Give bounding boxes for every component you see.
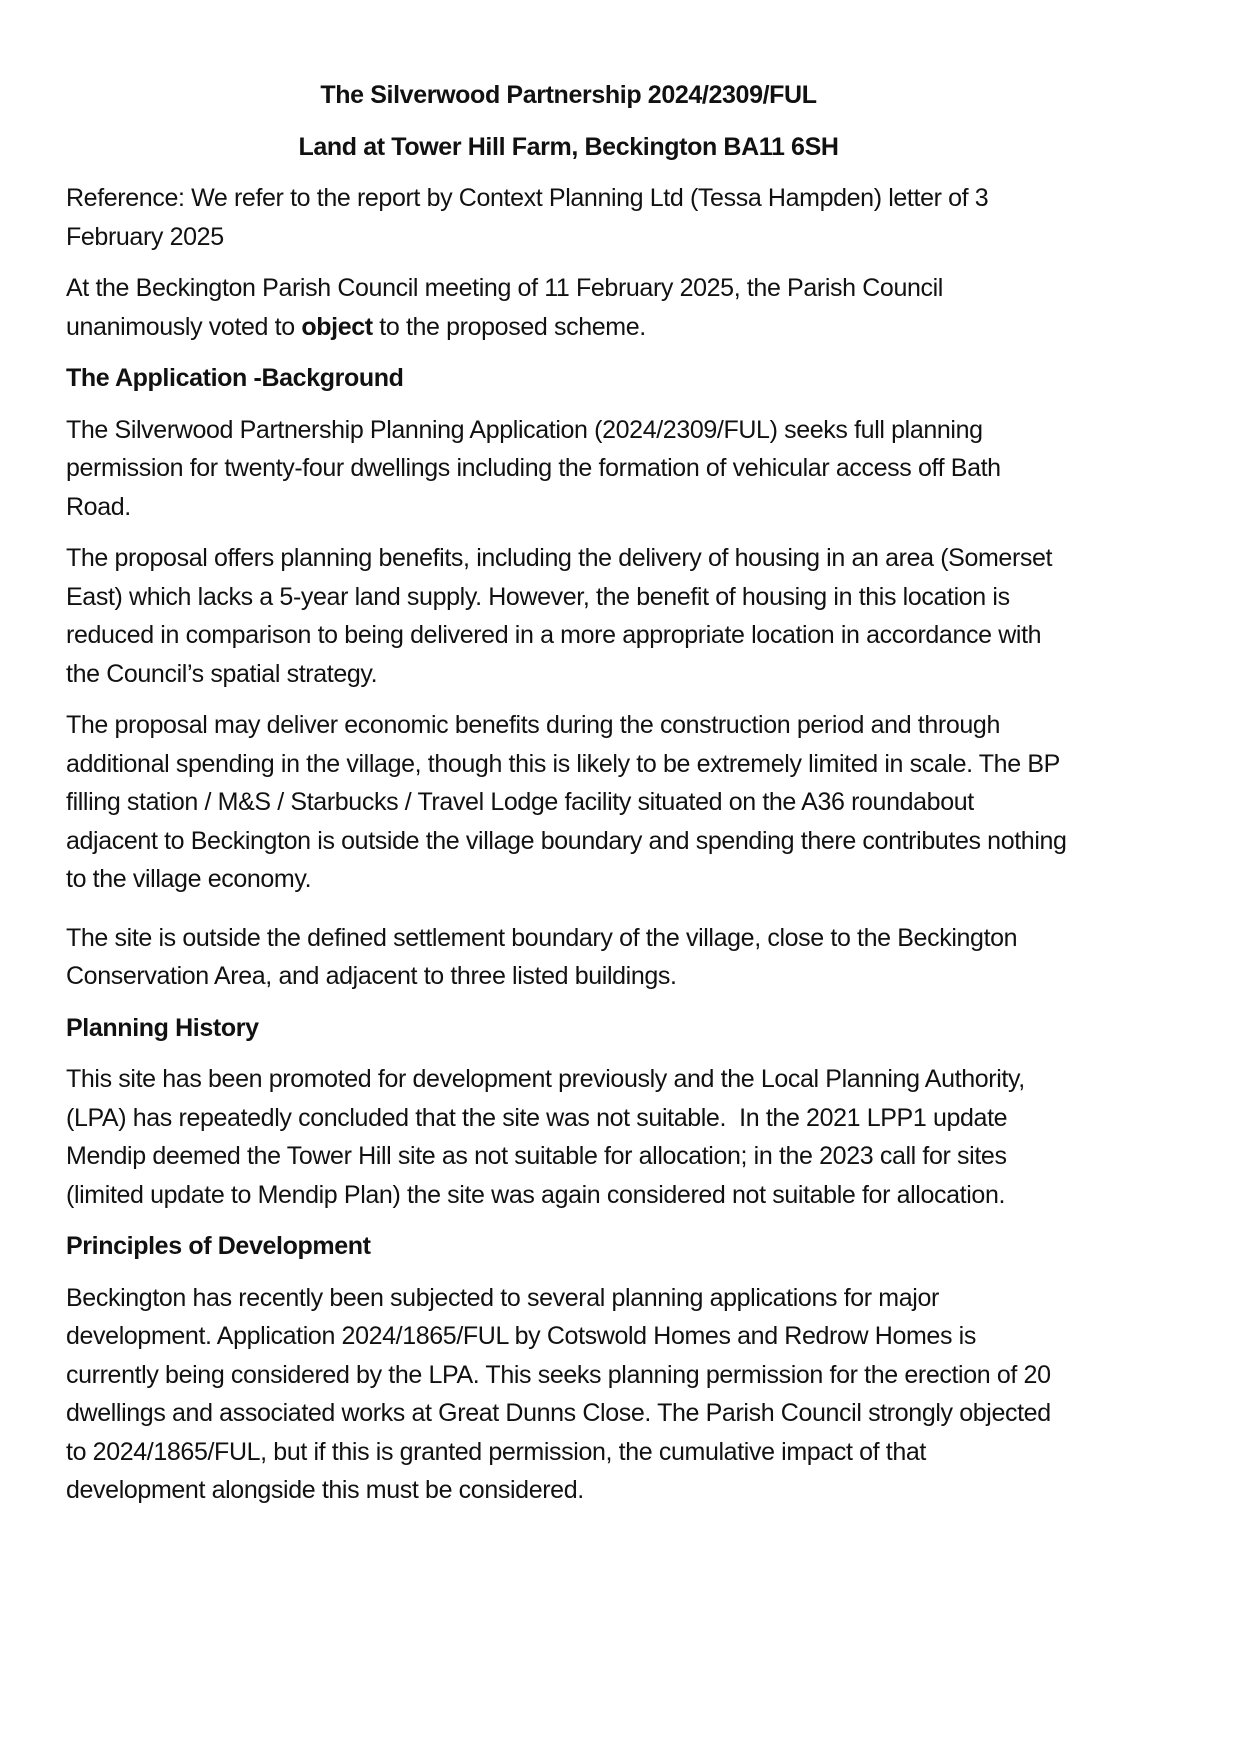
meeting-object-bold: object — [301, 312, 373, 341]
paragraph-planning-history: This site has been promoted for development previously and the Local Planning Authority, (LPA) has repeatedly concluded that the site was not suitable. In the 2021 LPP1 update Mendip deemed the Tower Hill site as not suitable for allocation; in the 2023 call for sites (limited update to Mendip Plan) the site was again considered not suitable for allocation. — [66, 1065, 1032, 1209]
paragraph-site-location: The site is outside the defined settlement boundary of the village, close to the Beckington Conservation Area, and adjacent to three listed buildings. — [66, 923, 1024, 990]
paragraph-reference: Reference: We refer to the report by Context Planning Ltd (Tessa Hampden) letter of 3 February 2025 — [66, 184, 995, 251]
meeting-text-after: to the proposed scheme. — [372, 312, 646, 341]
section-heading-planning-history: Planning History — [66, 1013, 259, 1042]
paragraph-planning-benefits: The proposal offers planning benefits, including the delivery of housing in an area (Somerset East) which lacks a 5-year land supply. However, the benefit of housing in this location is reduced in comparison to being delivered in a more appropriate location in accordance with the Council’s spatial strategy. — [66, 544, 1059, 688]
document-title: The Silverwood Partnership 2024/2309/FUL — [320, 81, 817, 109]
section-heading-principles-of-development: Principles of Development — [66, 1232, 371, 1260]
paragraph-meeting-decision — [66, 269, 1071, 346]
meeting-text-before: At the Beckington Parish Council meeting of 11 February 2025, the Parish Council unanimously voted to — [66, 274, 950, 341]
paragraph-application-summary: The Silverwood Partnership Planning Application (2024/2309/FUL) seeks full planning permission for twenty-four dwellings including the formation of vehicular access off Bath Road. — [66, 415, 1008, 521]
document-subtitle: Land at Tower Hill Farm, Beckington BA11 6SH — [298, 132, 839, 161]
section-heading-application-background: The Application -Background — [66, 364, 404, 392]
paragraph-economic-benefits: The proposal may deliver economic benefits during the construction period and through additional spending in the village, though this is likely to be extremely limited in scale. The BP filling station / M&S / Starbucks / Travel Lodge facility situated on the A36 roundabout adjacent to Beckington is outside the village boundary and spending there contributes nothing to the village economy. — [66, 711, 1074, 893]
paragraph-principles-of-development: Beckington has recently been subjected to several planning applications for major development. Application 2024/1865/FUL by Cotswold Homes and Redrow Homes is currently being considered by the LPA. This seeks planning permission for the erection of 20 dwellings and associated works at Great Dunns Close. The Parish Council strongly objected to 2024/1865/FUL, but if this is granted permission, the cumulative impact of that development alongside this must be considered. — [66, 1283, 1058, 1504]
